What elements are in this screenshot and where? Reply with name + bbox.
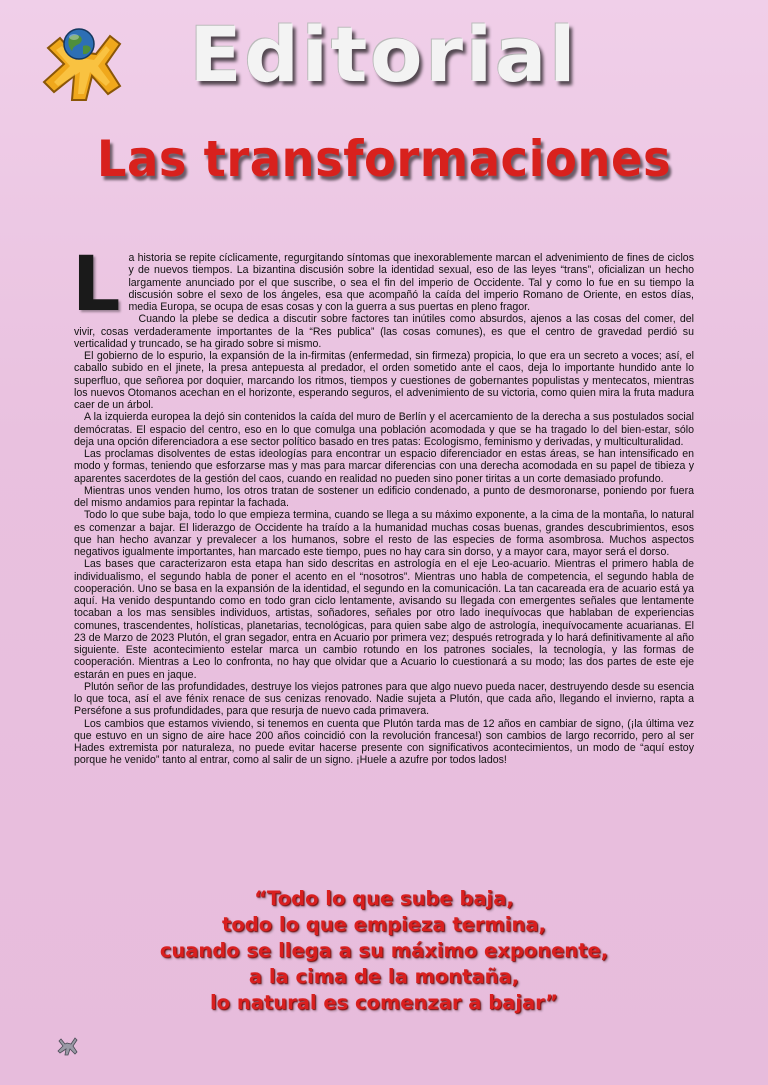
- paragraph: A la izquierda europea la dejó sin contenidos la caída del muro de Berlín y el acercamiento de la derecha a sus postulados social demócratas. El espacio del centro, eso en lo que comulga una población acomodada y que se ha tragado lo del bien-estar, sólo deja una opción diferenciadora a ese sector político basado en tres patas: Ecologismo, feminismo y derivadas, y multiculturalidad.: [74, 411, 694, 448]
- paragraph: Todo lo que sube baja, todo lo que empieza termina, cuando se llega a su máximo exponente, a la cima de la montaña, lo natural es comenzar a bajar. El liderazgo de Occidente ha traído a la humanidad muchas cosas buenas, grandes descubrimientos, esos que han hecho avanzar y prevalecer a los humanos, sobre el resto de las especies de forma asombrosa. Muchos aspectos negativos igualmente importantes, han marcado este tiempo, pues no hay cara sin dorso, y a mayor cara, mayor será el dorso.: [74, 509, 694, 558]
- pull-quote-line: cuando se llega a su máximo exponente,: [159, 939, 609, 962]
- paragraph: El gobierno de lo espurio, la expansión de la in-firmitas (enfermedad, sin firmeza) propicia, lo que era un secreto a voces; así, el caballo subido en el jinete, la presa antepuesta al predador, el orden sometido ante el caos, deja lo importante hundido ante lo superfluo, que señorea por doquier, marcando los ritmos, tiempos y cuestiones de gobernantes populistas y mentecatos, mientras los nuevos Otomanos acechan en el horizonte, esperando seguros, el advenimiento de su victoria, como quien mira la fruta madura caer de un árbol.: [74, 350, 694, 411]
- article-title: Las transformaciones: [96, 130, 672, 188]
- pull-quote: [0, 886, 768, 1016]
- paragraph: Las proclamas disolventes de estas ideologías para encontrar un espacio diferenciador en estas áreas, se han intensificado en modo y formas, teniendo que esforzarse mas y mas para marcar diferencias con una derecha acomodada en su papel de tibieza y aparentes sacerdotes de la gestión del caos, cuando en realidad no pueden sino poner tiritas a un corte demasiado profundo.: [74, 448, 694, 485]
- pull-quote-line: “Todo lo que sube baja,: [254, 887, 514, 910]
- paragraph: Cuando la plebe se dedica a discutir sobre factores tan inútiles como absurdos, ajenos a las cosas del comer, del vivir, cosas verdaderamente importantes de la “Res publica” (las cosas comunes), es que el centro de gravedad perdió su verticalidad y truncado, se ha girado sobre si mismo.: [74, 313, 694, 350]
- pull-quote-line: a la cima de la montaña,: [248, 965, 520, 988]
- pull-quote-line: lo natural es comenzar a bajar”: [210, 991, 558, 1014]
- pull-quote-line: todo lo que empieza termina,: [222, 913, 546, 936]
- drop-cap: L: [72, 239, 121, 328]
- gold-symbol-icon: [56, 1036, 78, 1056]
- section-title: Editorial: [189, 10, 579, 99]
- paragraph: Las bases que caracterizaron esta etapa han sido descritas en astrología en el eje Leo-acuario. Mientras el primero habla de individualismo, el segundo habla de poner el acento en el “nosotros”. Mientras uno habla de competencia, el segundo habla de cooperación. Uno se basa en la expansión de la identidad, el segundo en la comunicación. La tan cacareada era de acuario está ya aquí. Ha venido despuntando como en todo gran ciclo lentamente, avisando su llegada con emergentes señales que lentamente tocaban a los mas sensibles individuos, artistas, soñadores, señales por otro lado inequívocas que hablaban de experiencias comunes, trascendentes, holísticas, planetarias, tecnológicas, para quien sabe algo de astrología, inequívocamente acuarianas. El 23 de Marzo de 2023 Plutón, el gran segador, entra en Acuario por primera vez; después retrograda y lo hará definitivamente al año siguiente. Este acontecimiento estelar marca un cambio rotundo en los patrones sociales, la tecnología, y las formas de cooperación. Mientras a Leo lo confronta, no hay que olvidar que a Acuario lo cuestionará a su modo; las dos partes de este eje estarán en pues en jaque.: [74, 558, 694, 681]
- article-body: [72, 239, 694, 767]
- paragraph: a historia se repite cíclicamente, regurgitando síntomas que inexorablemente marcan el advenimiento de fines de ciclos y de nuevos tiempos. La bizantina discusión sobre la identidad sexual, eso de las leyes “trans”, oficializan un hecho largamente anunciado por el que suscribe, o sea el fin del imperio de Occidente. Tal y como lo fue en su tiempo la discusión sobre el sexo de los ángeles, esa que acompañó la caída del imperio Romano de Oriente, en estos días, media Europa, se ocupa de esas cosas y con la guerra a sus puertas en pleno fragor.: [128, 252, 694, 313]
- paragraph: Los cambios que estamos viviendo, si tenemos en cuenta que Plutón tarda mas de 12 años en cambiar de signo, (¡la última vez que estuvo en un signo de aire hace 200 años coincidió con la revolución francesa!) son cambios de largo recorrido, pero al ser Hades extremista por naturaleza, no puede evitar hacerse presente con significativos acontecimientos, un modo de “aquí estoy porque he venido” tanto al entrar, como al salir de un signo. ¡Huele a azufre por todos lados!: [74, 717, 694, 767]
- paragraph: Mientras unos venden humo, los otros tratan de sostener un edificio condenado, a punto de desmoronarse, poniendo por fuera del mismo andamios para repintar la fachada.: [74, 484, 694, 509]
- paragraph: Plutón señor de las profundidades, destruye los viejos patrones para que algo nuevo pueda nacer, destruyendo desde su esencia lo que toca, así el ave fénix renace de sus cenizas renovado. Nadie sujeta a Plutón, que cada año, llegando el invierno, rapta a Perséfone a sus profundidades, para que resurja de nuevo cada primavera.: [74, 680, 694, 718]
